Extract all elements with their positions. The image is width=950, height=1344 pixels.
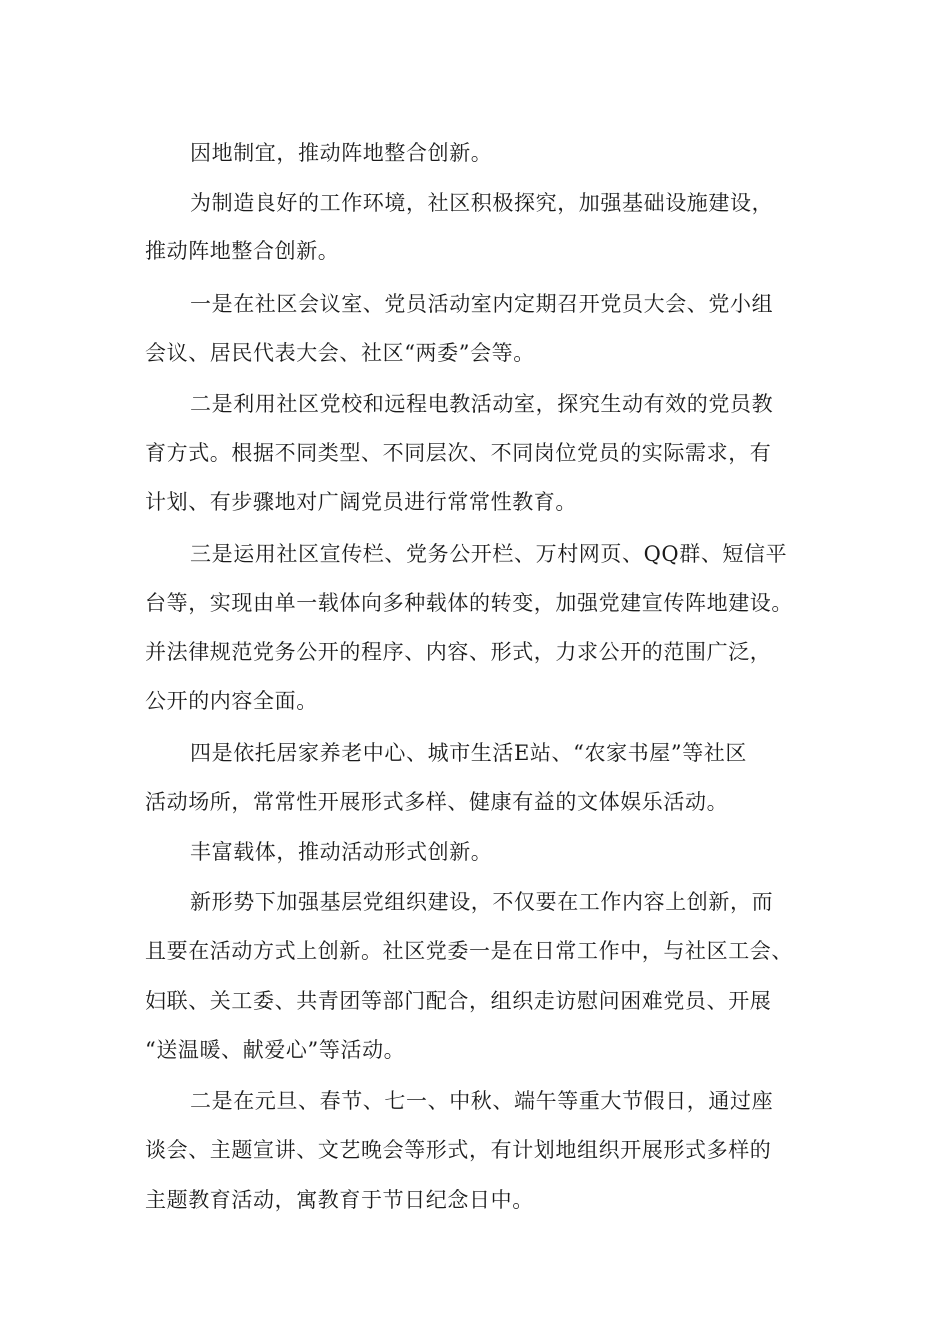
text-line: 妇联、关工委、共青团等部门配合，组织走访慰问困难党员、开展 <box>145 989 772 1013</box>
text-line: 计划、有步骤地对广阔党员进行常常性教育。 <box>145 490 577 514</box>
text-line: 主题教育活动，寓教育于节日纪念日中。 <box>145 1188 534 1212</box>
text-line: 四是依托居家养老中心、城市生活E站、“农家书屋”等社区 <box>190 741 747 765</box>
text-line: 一是在社区会议室、党员活动室内定期召开党员大会、党小组 <box>190 292 774 316</box>
text-line: 二是利用社区党校和远程电教活动室，探究生动有效的党员教 <box>190 392 774 416</box>
text-line: 活动场所，常常性开展形式多样、健康有益的文体娱乐活动。 <box>145 790 729 814</box>
text-line: 并法律规范党务公开的程序、内容、形式，力求公开的范围广泛， <box>145 640 772 664</box>
text-line: 且要在活动方式上创新。社区党委一是在日常工作中，与社区工会、 <box>145 939 793 963</box>
text-line: 会议、居民代表大会、社区“两委”会等。 <box>145 341 535 365</box>
text-line: 育方式。根据不同类型、不同层次、不同岗位党员的实际需求，有 <box>145 441 772 465</box>
text-line: 推动阵地整合创新。 <box>145 239 340 263</box>
text-line: 公开的内容全面。 <box>145 689 318 713</box>
text-line: 台等，实现由单一载体向多种载体的转变，加强党建宣传阵地建设。 <box>145 591 793 615</box>
text-line: 丰富载体，推动活动形式创新。 <box>190 840 493 864</box>
text-line: 二是在元旦、春节、七一、中秋、端午等重大节假日，通过座 <box>190 1089 774 1113</box>
text-line: 三是运用社区宣传栏、党务公开栏、万村网页、QQ群、短信平 <box>190 542 788 566</box>
text-line: 谈会、主题宣讲、文艺晚会等形式，有计划地组织开展形式多样的 <box>145 1138 772 1162</box>
text-line: “送温暖、献爱心”等活动。 <box>145 1038 406 1062</box>
text-line: 新形势下加强基层党组织建设，不仅要在工作内容上创新，而 <box>190 890 774 914</box>
text-line: 因地制宜，推动阵地整合创新。 <box>190 141 493 165</box>
text-line: 为制造良好的工作环境，社区积极探究，加强基础设施建设， <box>190 191 774 215</box>
